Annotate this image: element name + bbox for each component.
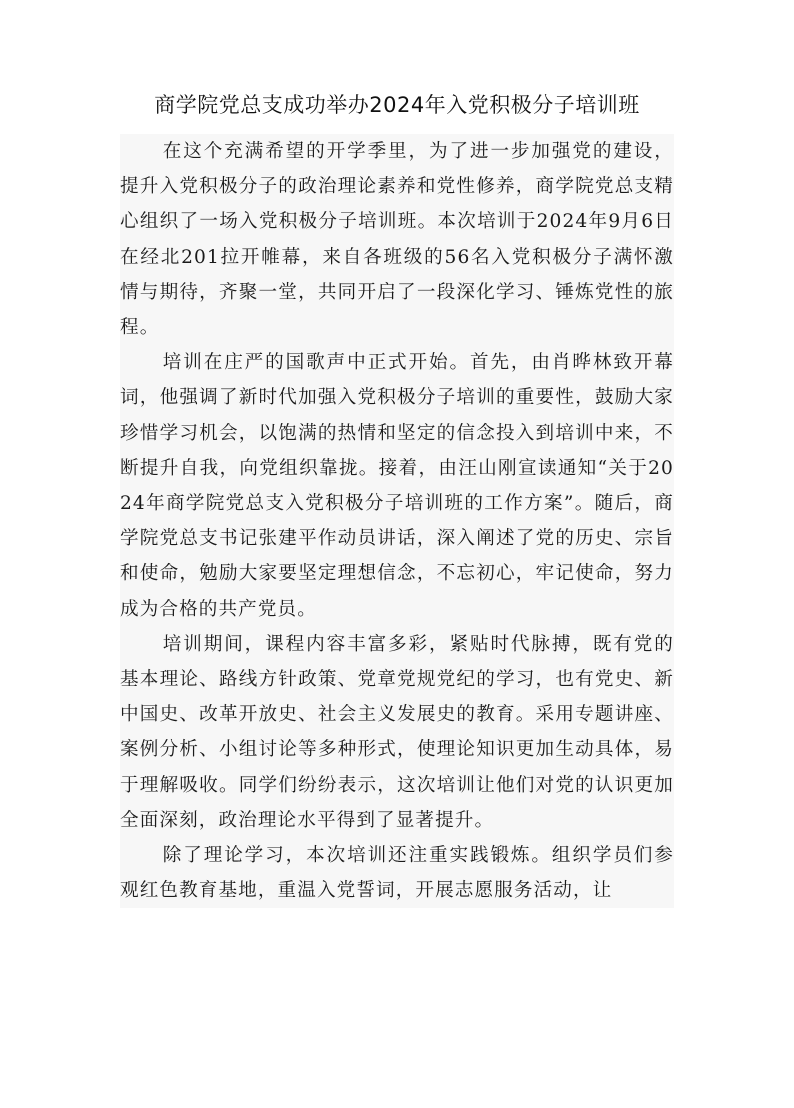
document-body (120, 134, 674, 908)
paragraph-opening: 在这个充满希望的开学季里，为了进一步加强党的建设，提升入党积极分子的政治理论素养和党性修养，商学院党总支精心组织了一场入党积极分子培训班。本次培训于2024年9月6日在经北201拉开帷幕，来自各班级的56名入党积极分子满怀激情与期待，齐聚一堂，共同开启了一段深化学习、锤炼党性的旅程。 (120, 141, 674, 339)
document-title: 商学院党总支成功举办2024年入党积极分子培训班 (154, 93, 640, 117)
paragraph-curriculum: 培训期间，课程内容丰富多彩，紧贴时代脉搏，既有党的基本理论、路线方针政策、党章党规党纪的学习，也有党史、新中国史、改革开放史、社会主义发展史的教育。采用专题讲座、案例分析、小组讨论等多种形式，使理论知识更加生动具体，易于理解吸收。同学们纷纷表示，这次培训让他们对党的认识更加全面深刻，政治理论水平得到了显著提升。 (120, 633, 674, 831)
paragraph-ceremony: 培训在庄严的国歌声中正式开始。首先，由肖晔林致开幕词，他强调了新时代加强入党积极分子培训的重要性，鼓励大家珍惜学习机会，以饱满的热情和坚定的信念投入到培训中来，不断提升自我，向党组织靠拢。接着，由汪山刚宣读通知“关于2024年商学院党总支入党积极分子培训班的工作方案”。随后，商学院党总支书记张建平作动员讲话，深入阐述了党的历史、宗旨和使命，勉励大家要坚定理想信念，不忘初心，牢记使命，努力成为合格的共产党员。 (120, 352, 674, 620)
paragraph-practice: 除了理论学习，本次培训还注重实践锻炼。组织学员们参观红色教育基地，重温入党誓词，开展志愿服务活动，让 (120, 845, 674, 902)
